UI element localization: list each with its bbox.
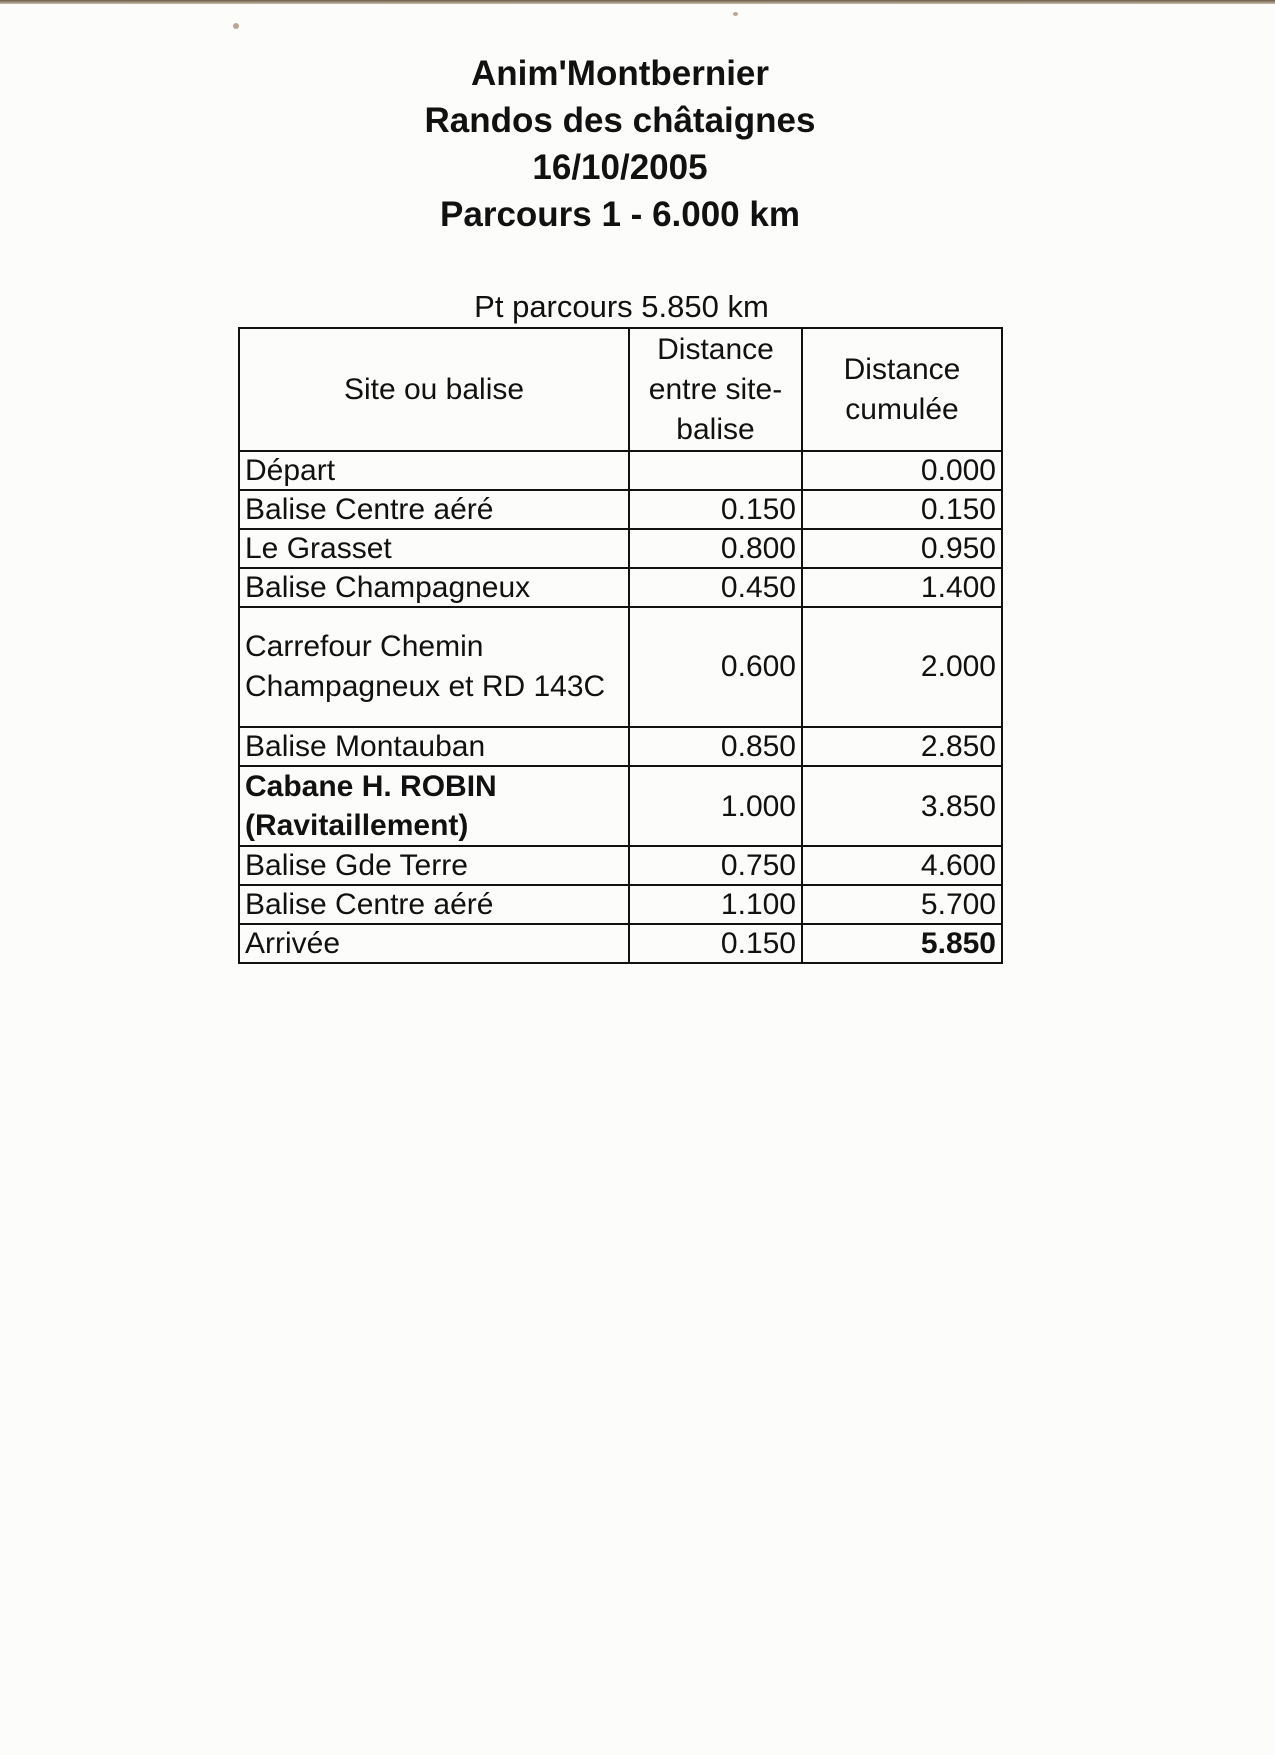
- table-row-refreshment: [239, 766, 1002, 846]
- short-course-label: Pt parcours 5.850 km: [474, 289, 769, 324]
- table-row: [239, 490, 1002, 529]
- document-header: [0, 50, 1240, 238]
- cumulative-cell: 2.000: [802, 607, 1002, 727]
- cumulative-cell: 0.950: [802, 529, 1002, 568]
- route-table: [238, 327, 1003, 964]
- site-cell: Carrefour Chemin Champagneux et RD 143C: [239, 607, 629, 727]
- distance-cell: 0.600: [629, 607, 802, 727]
- site-cell: Cabane H. ROBIN (Ravitaillement): [239, 766, 629, 846]
- site-cell: Balise Montauban: [239, 727, 629, 766]
- distance-cell: 0.850: [629, 727, 802, 766]
- column-header-distance: Distance entre site-balise: [629, 328, 802, 451]
- table-row: [239, 885, 1002, 924]
- distance-cell: [629, 451, 802, 490]
- distance-cell: 0.150: [629, 924, 802, 963]
- table-row: [239, 727, 1002, 766]
- table-header-row: [239, 328, 1002, 451]
- cumulative-cell: 2.850: [802, 727, 1002, 766]
- event-date: 16/10/2005: [532, 148, 708, 187]
- table-row: [239, 846, 1002, 885]
- table-row: [239, 568, 1002, 607]
- column-header-cumulative: Distance cumulée: [802, 328, 1002, 451]
- site-cell: Balise Centre aéré: [239, 885, 629, 924]
- distance-cell: 1.000: [629, 766, 802, 846]
- site-cell: Balise Champagneux: [239, 568, 629, 607]
- cumulative-cell: 0.000: [802, 451, 1002, 490]
- site-cell: Balise Centre aéré: [239, 490, 629, 529]
- distance-cell: 0.450: [629, 568, 802, 607]
- site-cell: Balise Gde Terre: [239, 846, 629, 885]
- column-header-site: Site ou balise: [239, 328, 629, 451]
- cumulative-cell: 0.150: [802, 490, 1002, 529]
- cumulative-cell: 3.850: [802, 766, 1002, 846]
- total-distance-cell: 5.850: [802, 924, 1002, 963]
- distance-cell: 0.800: [629, 529, 802, 568]
- paper-speck: [733, 12, 738, 16]
- distance-cell: 1.100: [629, 885, 802, 924]
- site-cell: Arrivée: [239, 924, 629, 963]
- page-top-edge: [0, 0, 1275, 4]
- table-row: [239, 451, 1002, 490]
- event-title: Randos des châtaignes: [424, 101, 816, 140]
- organizer-title: Anim'Montbernier: [470, 54, 770, 93]
- cumulative-cell: 5.700: [802, 885, 1002, 924]
- paper-speck: [233, 23, 239, 29]
- course-title: Parcours 1 - 6.000 km: [440, 195, 800, 234]
- cumulative-cell: 1.400: [802, 568, 1002, 607]
- site-cell: Départ: [239, 451, 629, 490]
- table-row: [239, 607, 1002, 727]
- table-row: [239, 529, 1002, 568]
- site-cell: Le Grasset: [239, 529, 629, 568]
- cumulative-cell: 4.600: [802, 846, 1002, 885]
- distance-cell: 0.150: [629, 490, 802, 529]
- table-row-finish: [239, 924, 1002, 963]
- distance-cell: 0.750: [629, 846, 802, 885]
